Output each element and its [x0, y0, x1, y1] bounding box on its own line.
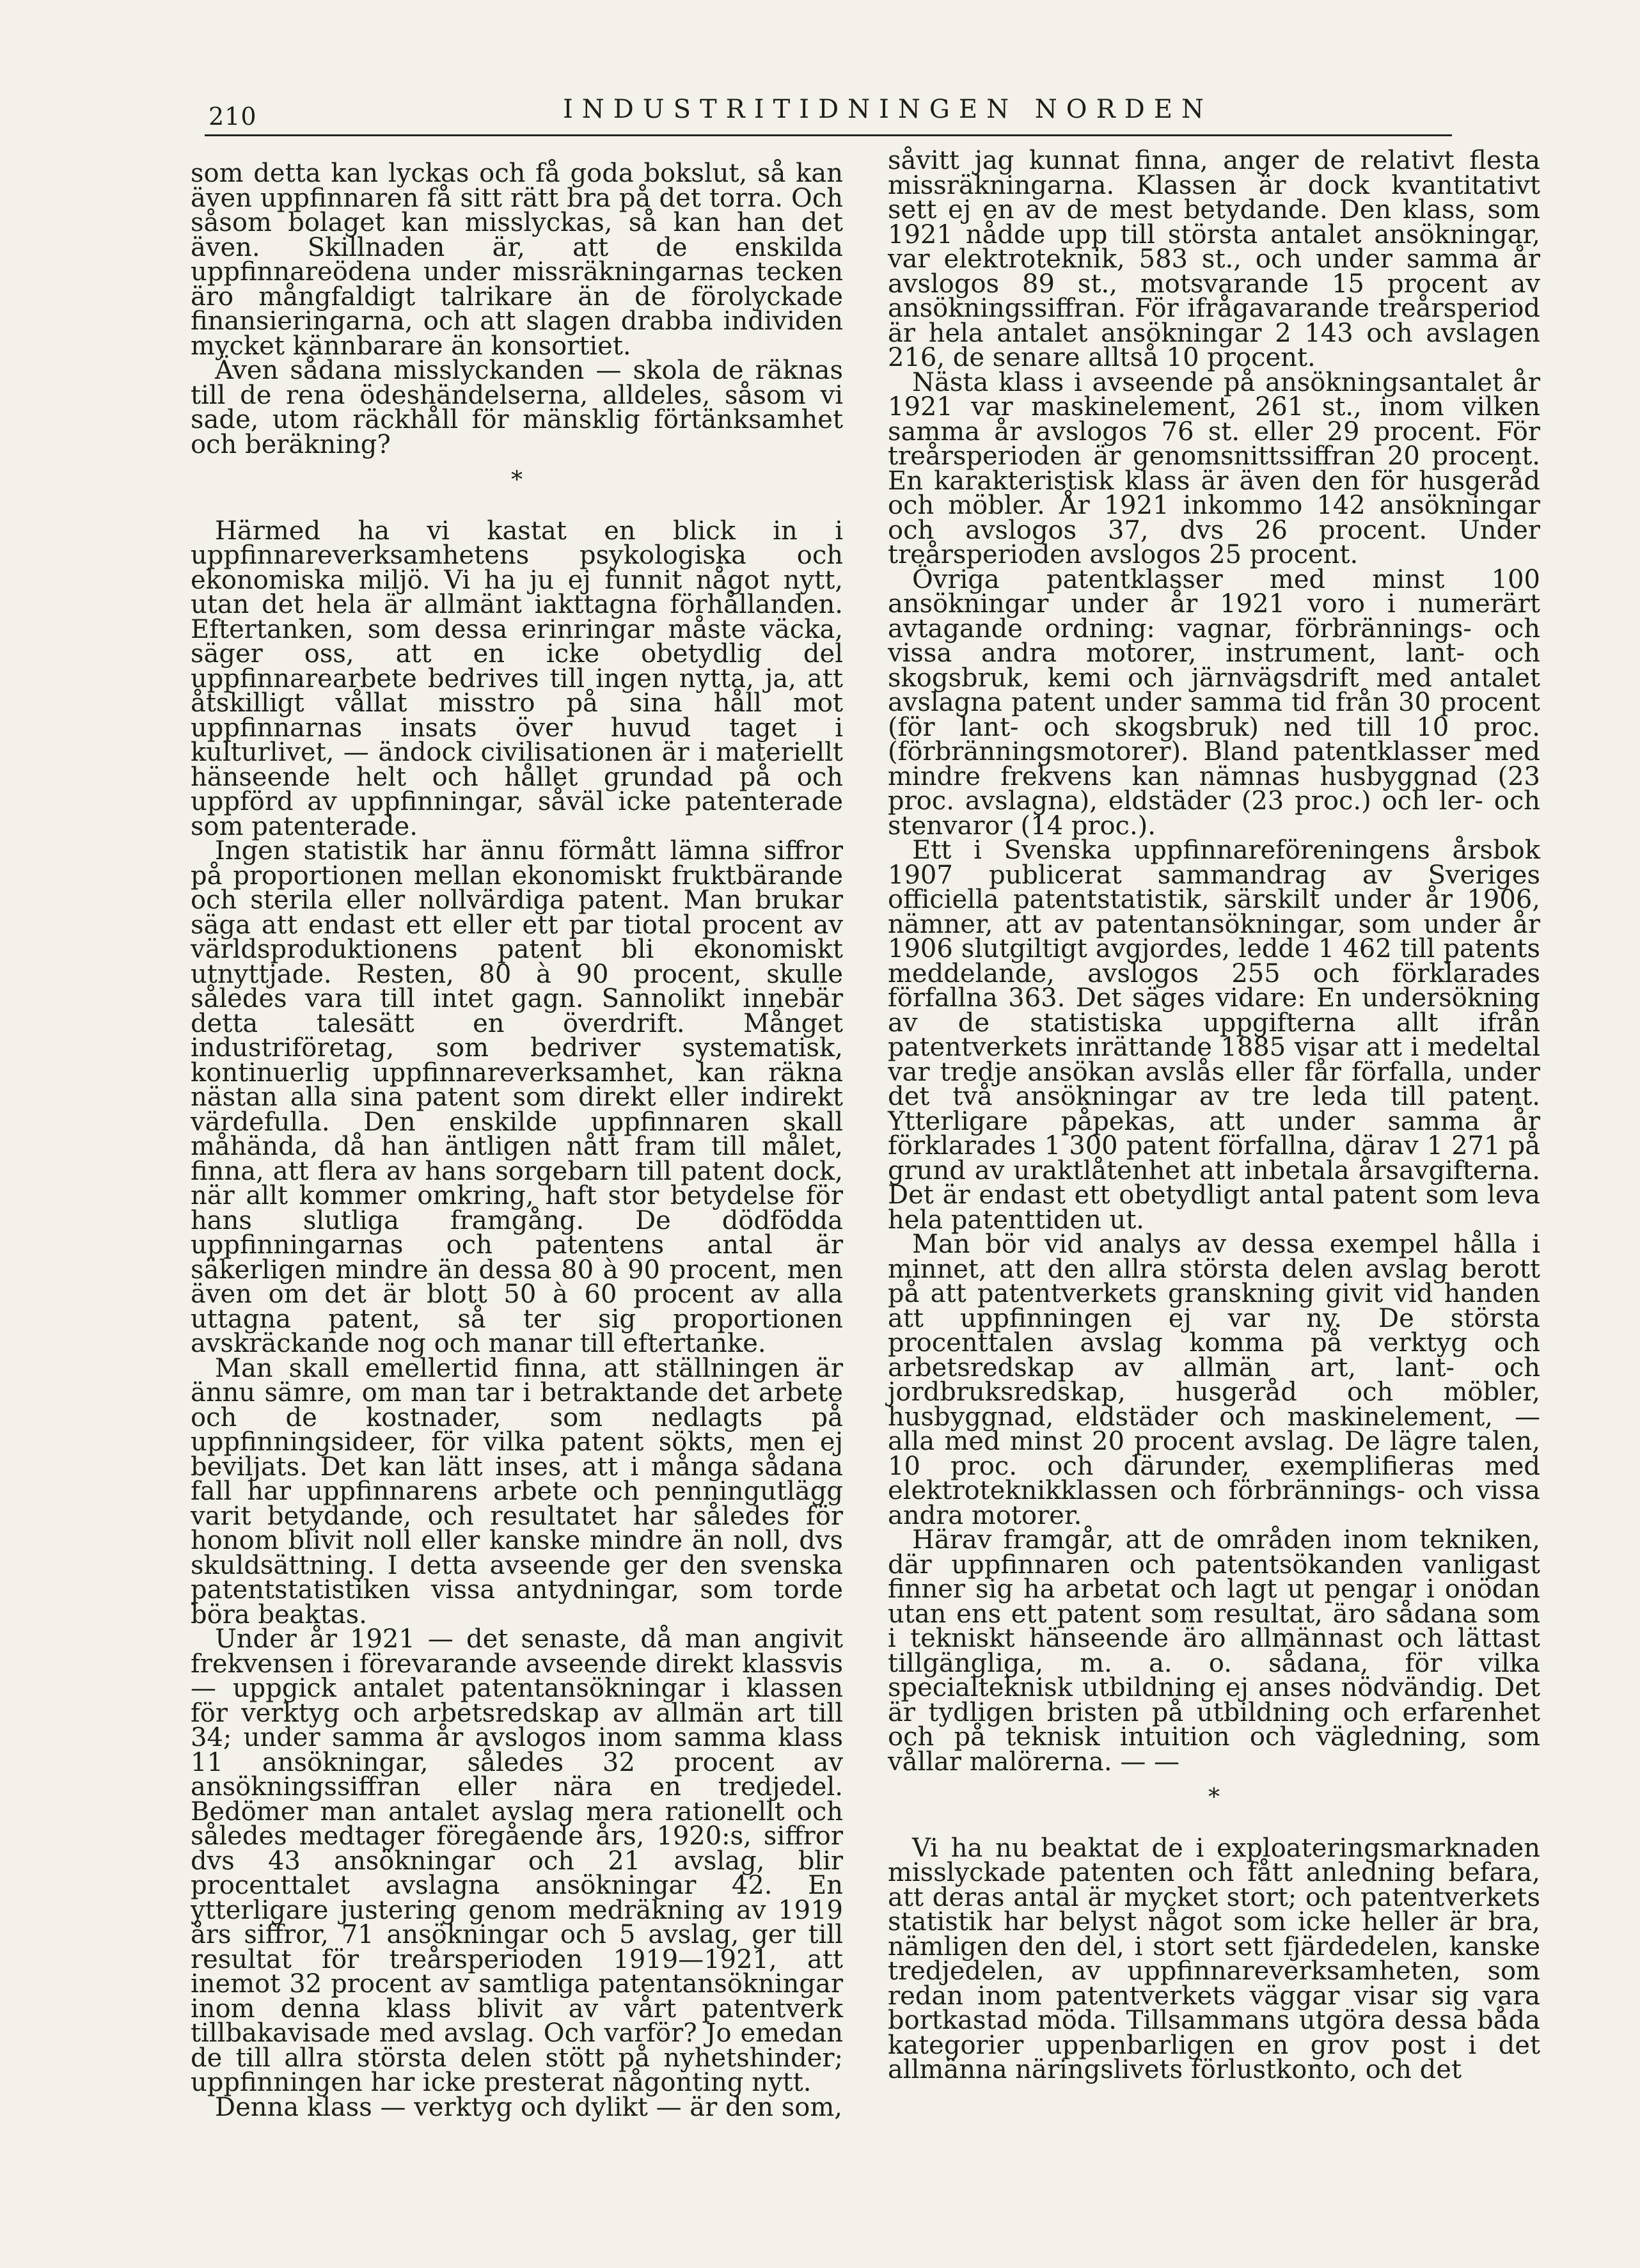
section-divider-right: * — [1208, 1784, 1220, 1811]
running-title: INDUSTRITIDNINGEN NORDEN — [563, 95, 1213, 124]
right-column — [888, 148, 1540, 2082]
left-paragraph-2: Även sådana misslyckanden — skola de räknas till de rena ödeshändelserna, alldeles, såsom vi sade, utom räckhåll för mänsklig förtänksamhet och beräkning? — [191, 356, 843, 459]
right-paragraph-2: Nästa klass i avseende på ansökningsantalet år 1921 var maskinelement, 261 st., inom vilken samma år avslogos 76 st. eller 29 procent. För treårsperioden är genomsnittssiffran 20 procent. En karakteristisk klass är även den för husgeråd och möbler. År 1921 inkommo 142 ansökningar och avslogos 37, dvs 26 procent. Under treårsperioden avslogos 25 procent. — [888, 367, 1540, 569]
page-header — [205, 90, 1452, 134]
left-paragraph-7: Denna klass — verktyg och dylikt — är den som, — [215, 2092, 842, 2122]
right-paragraph-3: Övriga patentklasser med minst 100 ansökningar under år 1921 voro i numerärt avtagande ordning: vagnar, förbrännings- och vissa andra motorer, instrument, lant- och skogsbruk, kemi och järnvägsdrift med antalet avslagna patent under samma tid från 30 procent (för lant- och skogsbruk) ned till 10 proc. (förbränningsmotorer). Bland patentklasser med mindre frekvens kan nämnas husbyggnad (23 proc. avslagna), eldstäder (23 proc.) och ler- och stenvaror (14 proc.). — [888, 564, 1540, 841]
left-paragraph-6: Under år 1921 — det senaste, då man angivit frekvensen i förevarande avseende direkt klassvis — uppgick antalet patentansökningar i klassen för verktyg och arbetsredskap av allmän art till 34; under samma år avslogos inom samma klass 11 ansökningar, således 32 procent av ansökningssiffran eller nära en tredjedel. Bedömer man antalet avslag mera rationellt och således medtager föregående års, 1920:s, siffror dvs 43 ansökningar och 21 avslag, blir procenttalet avslagna ansökningar 42. En ytterligare justering genom medräkning av 1919 års siffror, 71 ansökningar och 5 avslag, ger till resultat för treårsperioden 1919—1921, att inemot 32 procent av samtliga patentansökningar inom denna klass blivit av vårt patentverk tillbakavisade med avslag. Och varför? Jo emedan de till allra största delen stött på nyhetshinder; uppfinningen har icke presterat någonting nytt. — [191, 1624, 843, 2097]
right-paragraph-7: Vi ha nu beaktat de i exploateringsmarknaden misslyckade patenten och fått anledning befara, att deras antal är mycket stort; och patentverkets statistik har belyst något som icke heller är bra, nämligen den del, i stort sett fjärdedelen, kanske tredjedelen, av uppfinnareverksamheten, som redan inom patentverkets väggar visar sig vara bortkastad möda. Tillsammans utgöra dessa båda kategorier uppenbarligen en grov post i det allmänna näringslivets förlustkonto, och det — [888, 1833, 1540, 2084]
header-rule — [205, 134, 1452, 136]
section-divider-left: * — [511, 467, 523, 493]
right-paragraph-5: Man bör vid analys av dessa exempel hålla i minnet, att den allra största delen avslag berott på att patentverkets granskning givit vid handen att uppfinningen ej var ny. De största procenttalen avslag komma på verktyg och arbetsredskap av allmän art, lant- och jordbruksredskap, husgeråd och möbler, husbyggnad, eldstäder och maskinelement, — alla med minst 20 procent avslag. De lägre talen, 10 proc. och därunder, exemplifieras med elektroteknikklassen och förbrännings- och vissa andra motorer. — [888, 1230, 1540, 1530]
right-paragraph-4: Ett i Svenska uppfinnareföreningens årsbok 1907 publicerat sammandrag av Sveriges officiella patentstatistik, särskilt under år 1906, nämner, att av patentansökningar, som under år 1906 slutgiltigt avgjordes, ledde 1 462 till patents meddelande, avslogos 255 och förklarades förfallna 363. Det säges vidare: En undersökning av de statistiska uppgifterna allt ifrån patentverkets inrättande 1885 visar att i medeltal var tredje ansökan avslås eller får förfalla, under det två ansökningar av tre leda till patent. Ytterligare påpekas, att under samma år förklarades 1 300 patent förfallna, därav 1 271 på grund av uraktlåtenhet att inbetala årsavgifterna. Det är endast ett obetydligt antal patent som leva hela patenttiden ut. — [888, 836, 1540, 1235]
left-column — [191, 161, 843, 2120]
right-paragraph-1: såvitt jag kunnat finna, anger de relativt flesta missräkningarna. Klassen är dock kvantitativt sett ej en av de mest betydande. Den klass, som 1921 nådde upp till största antalet ansökningar, var elektroteknik, 583 st., och under samma år avslogos 89 st., motsvarande 15 procent av ansökningssiffran. För ifrågavarande treårsperiod är hela antalet ansökningar 2 143 och avslagen 216, de senare alltså 10 procent. — [888, 146, 1540, 372]
left-paragraph-5: Man skall emellertid finna, att ställningen är ännu sämre, om man tar i betraktande det arbete och de kostnader, som nedlagts på uppfinningsideer, för vilka patent sökts, men ej beviljats. Det kan lätt inses, att i många sådana fall har uppfinnarens arbete och penningutlägg varit betydande, och resultatet har således för honom blivit noll eller kanske mindre än noll, dvs skuldsättning. I detta avseende ger den svenska patentstatistiken vissa antydningar, som torde böra beaktas. — [191, 1353, 843, 1630]
left-paragraph-1: som detta kan lyckas och få goda bokslut, så kan även uppfinnaren få sitt rätt bra på det torra. Och såsom bolaget kan misslyckas, så kan han det även. Skillnaden är, att de enskilda uppfinnareödena under missräkningarnas tecken äro mångfaldigt talrikare än de förolyckade finansieringarna, och att slagen drabba individen mycket kännbarare än konsortiet. — [191, 159, 843, 361]
left-paragraph-4: Ingen statistik har ännu förmått lämna siffror på proportionen mellan ekonomiskt fruktbärande och sterila eller nollvärdiga patent. Man brukar säga att endast ett eller ett par tiotal procent av världsproduktionens patent bli ekonomiskt utnyttjade. Resten, 80 à 90 procent, skulle således vara till intet gagn. Sannolikt innebär detta talesätt en överdrift. Månget industriföretag, som bedriver systematisk, kontinuerlig uppfinnareverksamhet, kan räkna nästan alla sina patent som direkt eller indirekt värdefulla. Den enskilde uppfinnaren skall måhända, då han äntligen nått fram till målet, finna, att flera av hans sorgebarn till patent dock, när allt kommer omkring, haft stor betydelse för hans slutliga framgång. De dödfödda uppfinningarnas och patentens antal är säkerligen mindre än dessa 80 à 90 procent, men även om det är blott 50 à 60 procent av alla uttagna patent, så ter sig proportionen avskräckande nog och manar till eftertanke. — [191, 836, 843, 1358]
page-number: 210 — [209, 102, 257, 131]
left-paragraph-3: Härmed ha vi kastat en blick in i uppfinnareverksamhetens psykologiska och ekonomiska miljö. Vi ha ju ej funnit något nytt, utan det hela är allmänt iakttagna förhållanden. Eftertanken, som dessa erinringar måste väcka, säger oss, att en icke obetydlig del uppfinnarearbete bedrives till ingen nytta, ja, att åtskilligt vållat misstro på sina håll mot uppfinnarnas insats över huvud taget i kulturlivet, — ändock civilisationen är i materiellt hänseende helt och hållet grundad på och uppförd av uppfinningar, såväl icke patenterade som patenterade. — [191, 516, 843, 841]
right-paragraph-6: Härav framgår, att de områden inom tekniken, där uppfinnaren och patentsökanden vanligast finner sig ha arbetat och lagt ut pengar i onödan utan ens ett patent som resultat, äro sådana som i tekniskt hänseende äro allmännast och lättast tillgängliga, m. a. o. sådana, för vilka specialteknisk utbildning ej anses nödvändig. Det är tydligen bristen på utbildning och erfarenhet och på teknisk intuition och vägledning, som vållar malörerna. — — — [888, 1525, 1540, 1777]
